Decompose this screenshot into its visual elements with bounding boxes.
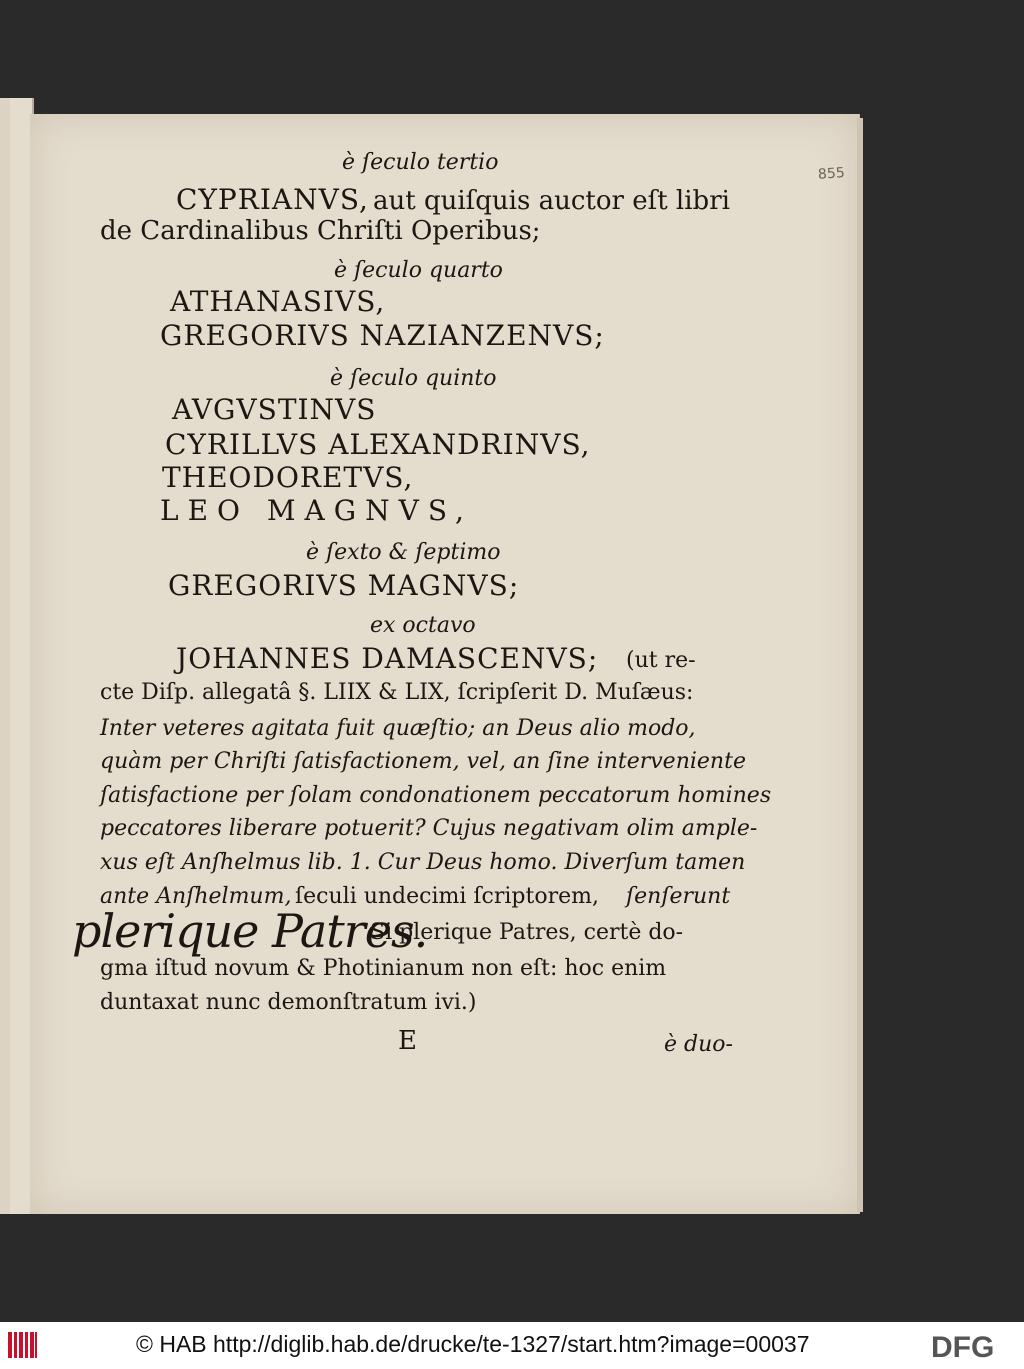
line-duntaxat: duntaxat nunc demonſtratum ivi.) bbox=[100, 990, 477, 1015]
line-cte-disp: cte Diſp. allegatâ §. LIIX & LIX, ſcripſerit D. Muſæus: bbox=[100, 680, 694, 705]
previous-page-edge bbox=[0, 98, 34, 1214]
line-gregorius-nazianzenus: GREGORIVS NAZIANZENVS; bbox=[160, 319, 605, 352]
line-sexto-septimo: è ſexto & ſeptimo bbox=[306, 540, 501, 565]
line-senserunt: ſenſerunt bbox=[626, 884, 731, 909]
line-ante-anshelmum: ante Anſhelmum, bbox=[100, 884, 292, 909]
pencil-page-number: 855 bbox=[817, 165, 846, 183]
line-seculo-quinto: è ſeculo quinto bbox=[330, 366, 497, 391]
previous-page-inner bbox=[10, 98, 32, 1214]
copyright-link[interactable]: © HAB http://diglib.hab.de/drucke/te-1327/start.htm?image=00037 bbox=[136, 1331, 810, 1357]
line-augustinus: AVGVSTINVS bbox=[172, 393, 377, 426]
line-seculo-quarto: è ſeculo quarto bbox=[334, 258, 503, 283]
line-satisfactione: ſatisfactione per ſolam condonationem peccatorum homines bbox=[100, 783, 772, 808]
line-athanasius: ATHANASIVS, bbox=[170, 285, 386, 318]
line-cyrillus: CYRILLVS ALEXANDRINVS, bbox=[165, 428, 591, 461]
line-de-cardinalibus: de Cardinalibus Chriſti Operibus; bbox=[100, 216, 541, 246]
line-peccatores: peccatores liberare potuerit? Cujus negativam olim ample- bbox=[100, 816, 758, 841]
line-seculo-tertio: è ſeculo tertio bbox=[342, 150, 499, 175]
line-theodoretus: THEODORETVS, bbox=[162, 461, 414, 494]
line-quam-per-christi: quàm per Chriſti ſatisfactionem, vel, an ſine interveniente bbox=[100, 749, 746, 774]
line-leo-magnus: LEO MAGNVS, bbox=[160, 494, 473, 527]
catchword: è duo- bbox=[664, 1032, 733, 1057]
line-inter-veteres: Inter veteres agitata fuit quæſtio; an Deus alio modo, bbox=[100, 716, 696, 741]
library-logo-icon bbox=[6, 1330, 38, 1360]
line-plerique-patres: plerique Patres. bbox=[72, 904, 428, 958]
line-xus-est: xus eſt Anſhelmus lib. 1. Cur Deus homo. Diverſum tamen bbox=[100, 850, 746, 875]
signature-mark: E bbox=[398, 1026, 417, 1056]
line-gma-istud: gma iſtud novum & Photinianum non eſt: hoc enim bbox=[100, 956, 667, 981]
dfg-logo-text: DFG bbox=[931, 1332, 995, 1360]
line-si-plerique: Si plerique Patres, certè do- bbox=[370, 920, 684, 945]
line-gregorius-magnus: GREGORIVS MAGNVS; bbox=[168, 569, 520, 602]
line-johannes-damascenus: JOHANNES DAMASCENVS; bbox=[176, 642, 599, 675]
line-ut-re: (ut re- bbox=[626, 648, 696, 673]
line-ex-octavo: ex octavo bbox=[370, 613, 476, 638]
line-cyprianus-rest: aut quiſquis auctor eſt libri bbox=[373, 186, 730, 216]
line-cyprianus: CYPRIANVS, bbox=[176, 183, 369, 216]
line-seculi-undecimi: ſeculi undecimi ſcriptorem, bbox=[295, 884, 599, 909]
page-right-edge bbox=[857, 118, 863, 1212]
dfg-logo-icon bbox=[931, 1332, 1019, 1360]
